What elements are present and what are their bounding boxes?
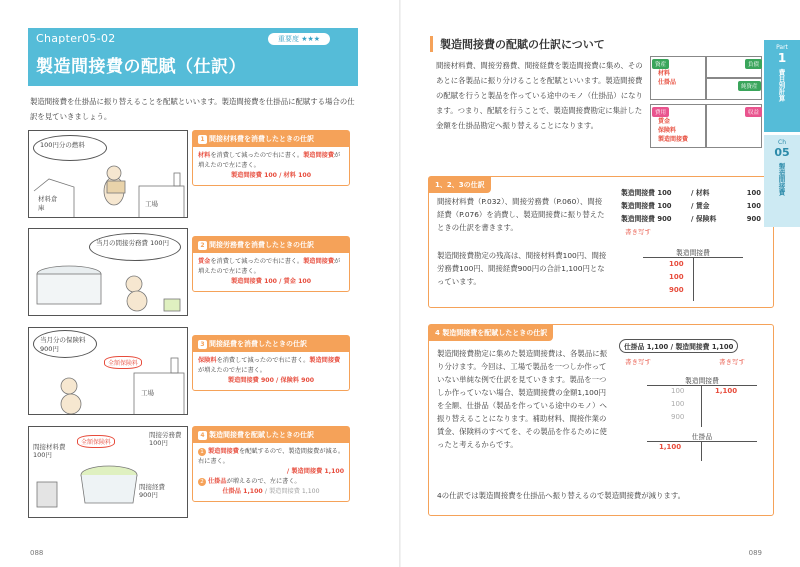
ledger-title: 製造間接費 xyxy=(647,375,757,386)
journal-row: 製造間接費 100 / 材料 100 xyxy=(621,189,761,197)
speech-bubble: 当月の間接労務費 100円 xyxy=(89,233,181,261)
copy-note: 書き写す xyxy=(625,228,651,236)
explanation-box-2 xyxy=(428,324,774,516)
insurance-note: 全額保険料 xyxy=(77,435,115,448)
journal-card-2 xyxy=(192,236,350,292)
chapter-header xyxy=(28,28,358,86)
journal-entry: 製造間接費 100 / 材料 100 xyxy=(230,172,312,179)
journal-row: 製造間接費 900 / 保険料 900 xyxy=(621,215,761,223)
speech-bubble: 100円分の燃料 xyxy=(33,135,107,161)
section-text: 間接材料費、間接労務費、間接経費を製造間接費に集め、そのあとに各製品に振り分けることを配賦といいます。製造間接費の配賦を行うと製品を作っている途中のモノ（仕掛品）になります。つまり、配賦を行うことで、製造間接費勘定に集計した金額を仕掛品勘定へ振り替えることになります。 xyxy=(436,61,643,130)
page-number: 088 xyxy=(30,549,44,557)
indirect-expense-label: 間接経費 900円 xyxy=(139,483,165,499)
explanation-box-1 xyxy=(428,176,774,308)
card-header: 4 製造間接費を配賦したときの仕訳 xyxy=(193,427,349,443)
side-tabs xyxy=(764,40,800,225)
factory-label: 工場 xyxy=(145,200,158,208)
right-page xyxy=(400,0,800,567)
warehouse-label: 材料倉庫 xyxy=(38,195,58,212)
chapter-label: Chapter05-02 xyxy=(36,32,116,45)
page-title: 製造間接費の配賦（仕訳） xyxy=(36,57,246,77)
page-number: 089 xyxy=(748,549,762,557)
ledger-value: 1,100 xyxy=(715,387,738,395)
ledger-value: 100 xyxy=(669,260,684,268)
ledger-value: 100 xyxy=(669,273,684,281)
asset-tag: 資産 xyxy=(652,59,669,69)
ledger-value: 1,100 xyxy=(659,443,682,451)
account-diagram xyxy=(650,56,768,148)
manga-panel-4 xyxy=(28,426,188,518)
journal-entry: 仕掛品 1,100 / 製造間接費 1,100 xyxy=(222,488,320,495)
machine-illustration xyxy=(29,229,188,316)
asset-item: 仕掛品 xyxy=(658,79,677,86)
asset-item: 材料 xyxy=(658,70,671,77)
box-text: 間接材料費（P.032）、間接労務費（P.060）、間接経費（P.076）を消費し、製造間接費に振り替えたときの仕訳を書きます。 xyxy=(437,197,605,232)
card-header: 1 間接材料費を消費したときの仕訳 xyxy=(193,131,349,147)
revenue-tag: 収益 xyxy=(745,107,762,117)
importance-badge: 重要度 ★★★ xyxy=(268,33,330,45)
ledger-value: 100 xyxy=(671,400,685,408)
insurance-note: 全額保険料 xyxy=(104,356,142,369)
factory-illustration xyxy=(29,328,188,415)
journal-entry: 製造間接費 100 / 賃金 100 xyxy=(230,278,312,285)
intro-text: 製造間接費を仕掛品に振り替えることを配賦といいます。製造間接費を仕掛品に配賦する場合の仕訳を見ていきましょう。 xyxy=(30,97,355,121)
section-title: 製造間接費の配賦の仕訳について xyxy=(430,36,605,52)
ledger-title: 仕掛品 xyxy=(647,431,757,442)
manga-panel-3 xyxy=(28,327,188,415)
pot-illustration xyxy=(29,427,188,518)
manga-panel-1 xyxy=(28,130,188,218)
expense-item: 保険料 xyxy=(658,127,677,134)
card-header: 3 間接経費を消費したときの仕訳 xyxy=(193,336,349,352)
copy-note: 書き写す xyxy=(719,358,745,366)
equity-tag: 純資産 xyxy=(738,81,761,91)
indirect-material-label: 間接材料費 100円 xyxy=(33,443,66,459)
speech-bubble: 当月分の保険料 900円 xyxy=(33,330,97,358)
ledger-value: 900 xyxy=(669,286,684,294)
ledger-value: 100 xyxy=(671,387,685,395)
expense-tag: 費用 xyxy=(652,107,669,117)
box-header: 4 製造間接費を配賦したときの仕訳 xyxy=(429,325,553,341)
manga-panel-2 xyxy=(28,228,188,316)
journal-entry: 仕掛品 1,100 / 製造間接費 1,100 xyxy=(619,339,738,353)
journal-card-3 xyxy=(192,335,350,391)
journal-card-4 xyxy=(192,426,350,502)
card-body: 1 製造間接費を配賦するので、製造間接費が減る。右に書く。 / 製造間接費 1,100 2 仕掛品が増えるので、左に書く。 仕掛品 1,100 / 製造間接費 1,100 xyxy=(198,448,344,495)
ledger-value: 900 xyxy=(671,413,685,421)
card-header: 2 間接労務費を消費したときの仕訳 xyxy=(193,237,349,253)
box-text: 製造間接費勘定に集めた製造間接費は、各製品に振り分けます。今回は、工場で製品を一つしか作っていない単純な例で仕訳を見ていきます。製品を一つしか作っていない場合、製造間接費の金額1,100円を全額、仕掛品（製品を作っている途中のモノ）へ振り替えることになります。補助材料、間接作業の賃金、保険料のすべてを、その製品を作るために使ったと考えるからです。 xyxy=(437,349,607,449)
box-note: 4の仕訳では製造間接費を仕掛品へ振り替えるので製造間接費が減ります。 xyxy=(437,491,686,500)
part-tab[interactable]: Part 1 費目別計算 xyxy=(764,40,800,132)
card-body: 材料を消費して減ったので右に書く。製造間接費が増えたので左に書く。 製造間接費 100 / 材料 100 xyxy=(193,147,349,185)
factory-label: 工場 xyxy=(141,389,154,397)
liability-tag: 負債 xyxy=(745,59,762,69)
journal-entry: 製造間接費 900 / 保険料 900 xyxy=(227,377,315,384)
copy-note: 書き写す xyxy=(625,358,651,366)
expense-item: 製造間接費 xyxy=(658,136,689,143)
journal-card-1 xyxy=(192,130,350,186)
card-body: 保険料を消費して減ったので右に書く。製造間接費が増えたので左に書く。 製造間接費 900 / 保険料 900 xyxy=(193,352,349,390)
card-body: 賃金を消費して減ったので右に書く。製造間接費が増えたので左に書く。 製造間接費 100 / 賃金 100 xyxy=(193,253,349,291)
box-text: 製造間接費勘定の残高は、間接材料費100円、間接労務費100円、間接経費900円の合計1,100円となっています。 xyxy=(437,251,607,286)
journal-entry: / 製造間接費 1,100 xyxy=(286,468,344,475)
box-header: 1、2、3の仕訳 xyxy=(429,177,491,193)
indirect-labor-label: 間接労務費 100円 xyxy=(149,431,182,447)
expense-item: 賃金 xyxy=(658,118,671,125)
chapter-tab[interactable]: Ch 05 製造間接費 xyxy=(764,135,800,227)
ledger-title: 製造間接費 xyxy=(643,247,743,258)
journal-row: 製造間接費 100 / 賃金 100 xyxy=(621,202,761,210)
